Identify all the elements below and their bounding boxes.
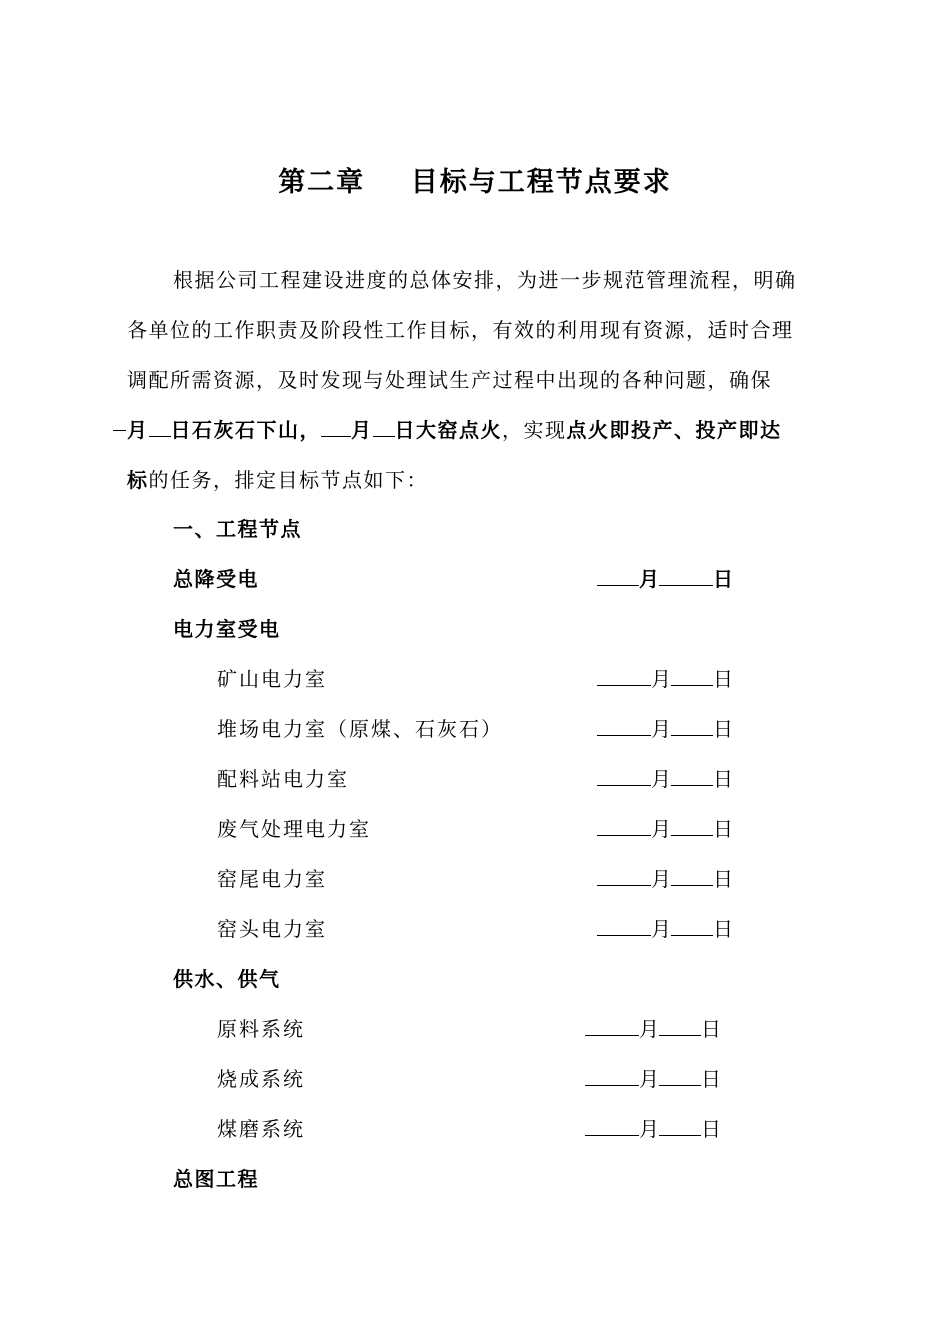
day-label: 日 [701,1117,721,1141]
date-field [585,1064,721,1094]
month-label: 月 [351,418,373,442]
day-label: 日 [713,667,733,691]
month-label: 月 [651,917,671,941]
blank-line [671,715,713,736]
month-label: 月 [127,418,149,442]
day-label: 日 [701,1067,721,1091]
blank-line [597,565,639,586]
list-item: 窑尾电力室 [217,867,327,891]
date-field [597,764,733,794]
intro-line-2: 各单位的工作职责及阶段性工作目标，有效的利用现有资源，适时合理 [127,318,794,342]
list-item: 废气处理电力室 [217,817,371,841]
list-item: 煤磨系统 [217,1117,305,1141]
date-field [597,814,733,844]
intro-line-3: 调配所需资源，及时发现与处理试生产过程中出现的各种问题，确保 [127,368,772,392]
list-item: 配料站电力室 [217,767,349,791]
blank-line [149,418,171,437]
realize-text: ，实现 [502,418,567,442]
limestone-text: 日石灰石下山， [170,418,321,442]
kiln-ignition-text: 日大窑点火 [394,418,502,442]
blank-line [671,865,713,886]
chapter-title: 第二章 目标与工程节点要求 [278,167,672,198]
blank-line [671,765,713,786]
blank-line [597,765,651,786]
blank-line [597,815,651,836]
month-label: 月 [639,1067,659,1091]
blank-line [659,565,713,586]
group-heading: 总图工程 [173,1167,259,1191]
goal-text-end: 标 [127,468,149,492]
date-field [597,714,733,744]
month-label: 月 [651,767,671,791]
task-text: 的任务，排定目标节点如下： [148,468,428,492]
blank-line [597,665,651,686]
list-item: 原料系统 [217,1017,305,1041]
date-field [597,914,733,944]
blank-line [597,915,651,936]
day-label: 日 [713,567,733,591]
date-field [597,864,733,894]
day-label: 日 [713,867,733,891]
intro-line-1: 根据公司工程建设进度的总体安排，为进一步规范管理流程，明确 [173,268,797,292]
blank-line [659,1115,701,1136]
month-label: 月 [651,817,671,841]
month-label: 月 [639,1117,659,1141]
day-label: 日 [713,817,733,841]
intro-line-4 [127,416,782,444]
list-item: 窑头电力室 [217,917,327,941]
group-heading: 供水、供气 [173,967,281,991]
blank-line [671,915,713,936]
month-label: 月 [639,1017,659,1041]
blank-line [321,418,351,437]
blank-line [585,1015,639,1036]
day-label: 日 [713,917,733,941]
list-item: 矿山电力室 [217,667,327,691]
blank-line [671,815,713,836]
month-label: 月 [651,667,671,691]
group-heading: 总降受电 [173,567,259,591]
date-field [585,1014,721,1044]
list-item: 堆场电力室（原煤、石灰石） [217,717,503,741]
intro-line-5 [127,466,428,494]
margin-mark [113,430,126,431]
section-heading: 一、工程节点 [173,517,302,541]
blank-line [585,1065,639,1086]
day-label: 日 [713,767,733,791]
goal-text: 点火即投产、投产即达 [566,418,782,442]
month-label: 月 [651,717,671,741]
date-field [585,1114,721,1144]
group-heading: 电力室受电 [173,617,281,641]
blank-line [585,1115,639,1136]
list-item: 烧成系统 [217,1067,305,1091]
blank-line [373,418,395,437]
month-label: 月 [639,567,659,591]
blank-line [597,865,651,886]
blank-line [597,715,651,736]
date-field [597,564,733,594]
blank-line [659,1065,701,1086]
day-label: 日 [713,717,733,741]
day-label: 日 [701,1017,721,1041]
month-label: 月 [651,867,671,891]
blank-line [671,665,713,686]
blank-line [659,1015,701,1036]
date-field [597,664,733,694]
